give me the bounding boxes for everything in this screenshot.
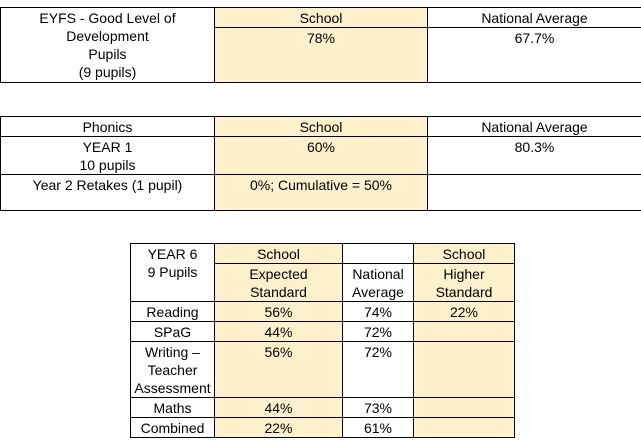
phonics-school-header: School xyxy=(215,117,428,137)
year6-school-expected-header: School xyxy=(215,244,343,264)
phonics-header: Phonics xyxy=(1,117,215,137)
year6-higher-header xyxy=(414,264,515,302)
phonics-national-header: National Average xyxy=(428,117,641,137)
table-row xyxy=(131,322,515,342)
eyfs-national-header: National Average xyxy=(428,8,641,28)
year6-higher-value xyxy=(414,322,515,342)
year6-row-label xyxy=(131,342,215,398)
year6-title-cell xyxy=(131,244,215,302)
phonics-row-label: Year 2 Retakes (1 pupil) xyxy=(1,175,215,211)
year6-expected-value: 22% xyxy=(215,418,343,438)
table-row xyxy=(131,418,515,438)
eyfs-label-line: EYFS - Good Level of xyxy=(39,10,176,26)
year6-higher-line: Higher xyxy=(443,266,485,282)
eyfs-label-line: (9 pupils) xyxy=(78,64,137,80)
year6-row-label: Reading xyxy=(131,302,215,322)
year6-expected-value: 56% xyxy=(215,302,343,322)
year6-higher-value xyxy=(414,342,515,398)
eyfs-label-line: Development xyxy=(66,28,149,44)
table-row xyxy=(131,342,515,398)
year6-table xyxy=(130,243,515,438)
year6-row-label-line: Writing – xyxy=(145,344,200,360)
eyfs-table xyxy=(0,7,641,83)
year6-school-higher-header: School xyxy=(414,244,515,264)
year6-title-line: 9 Pupils xyxy=(147,264,198,280)
year6-higher-value xyxy=(414,418,515,438)
phonics-row-label-line: 10 pupils xyxy=(79,157,136,173)
year6-row-label: SPaG xyxy=(131,322,215,342)
year6-national-value: 74% xyxy=(343,302,414,322)
year6-row-label-line: Assessment xyxy=(134,380,211,396)
phonics-school-value: 0%; Cumulative = 50% xyxy=(215,175,428,211)
phonics-national-value: 80.3% xyxy=(428,137,641,175)
eyfs-national-value: 67.7% xyxy=(428,28,641,83)
year6-expected-value: 44% xyxy=(215,322,343,342)
year6-national-header xyxy=(343,264,414,302)
year6-expected-value: 56% xyxy=(215,342,343,398)
year6-row-label: Combined xyxy=(131,418,215,438)
phonics-row-label-line: YEAR 1 xyxy=(82,139,133,155)
year6-national-value: 73% xyxy=(343,398,414,418)
year6-national-value: 72% xyxy=(343,322,414,342)
eyfs-school-header: School xyxy=(215,8,428,28)
year6-national-value: 72% xyxy=(343,342,414,398)
table-row xyxy=(131,302,515,322)
phonics-table xyxy=(0,116,641,211)
year6-higher-value xyxy=(414,398,515,418)
phonics-row-label xyxy=(1,137,215,175)
year6-national-value: 61% xyxy=(343,418,414,438)
eyfs-school-value: 78% xyxy=(215,28,428,83)
table-row xyxy=(131,398,515,418)
year6-title-line: YEAR 6 xyxy=(147,246,198,262)
eyfs-label-line: Pupils xyxy=(88,46,127,62)
year6-higher-line: Standard xyxy=(435,284,493,300)
year6-row-label-line: Teacher xyxy=(147,362,198,378)
year6-expected-line: Standard xyxy=(250,284,307,300)
year6-blank-header xyxy=(343,244,414,264)
table-row xyxy=(1,137,641,175)
phonics-school-value: 60% xyxy=(215,137,428,175)
phonics-national-value xyxy=(428,175,641,211)
eyfs-label-cell xyxy=(1,8,215,83)
year6-national-line: National xyxy=(352,266,404,282)
table-row xyxy=(1,175,641,211)
year6-higher-value: 22% xyxy=(414,302,515,322)
year6-expected-value: 44% xyxy=(215,398,343,418)
year6-row-label: Maths xyxy=(131,398,215,418)
year6-expected-header xyxy=(215,264,343,302)
year6-national-line: Average xyxy=(352,284,404,300)
year6-expected-line: Expected xyxy=(249,266,308,282)
